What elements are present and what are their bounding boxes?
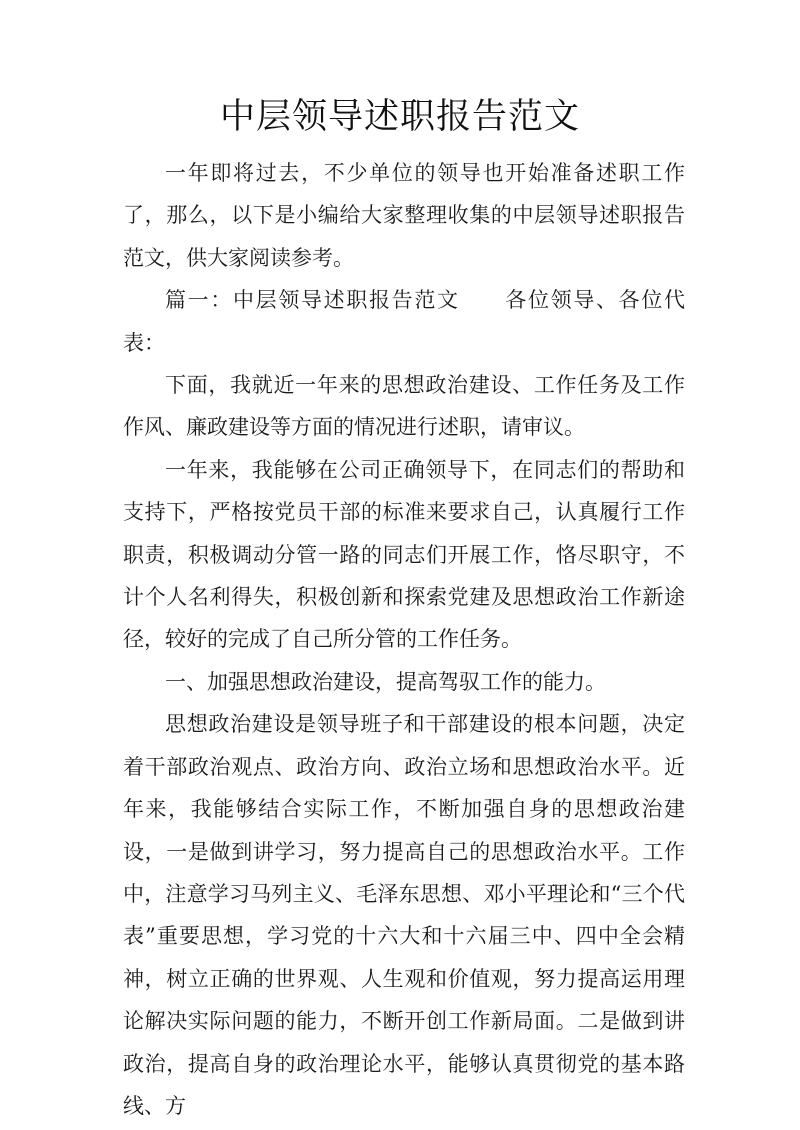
intro-paragraph: 一年即将过去，不少单位的领导也开始准备述职工作了，那么，以下是小编给大家整理收集的中层领导述职报告范文，供大家阅读参考。 [123, 161, 685, 270]
section-heading-title: 篇一：中层领导述职报告范文 [165, 288, 460, 313]
page-title: 中层领导述职报告范文 [219, 97, 580, 137]
paragraph-review-scope: 下面，我就近一年来的思想政治建设、工作任务及工作作风、廉政建设等方面的情况进行述职，请审议。 [123, 373, 685, 440]
subheading-political-building: 一、加强思想政治建设，提高驾驭工作的能力。 [165, 669, 606, 694]
salutation: 各位领导、各位代表： [123, 288, 686, 355]
section-heading [123, 279, 685, 364]
paragraph-political-building: 思想政治建设是领导班子和干部建设的根本问题，决定着干部政治观点、政治方向、政治立场和思想政治水平。近年来，我能够结合实际工作，不断加强自身的思想政治建设，一是做到讲学习，努力提高自己的思想政治水平。工作中，注意学习马列主义、毛泽东思想、邓小平理论和“三个代表”重要思想，学习党的十六大和十六届三中、四中全会精神，树立正确的世界观、人生观和价值观，努力提高运用理论解决实际问题的能力，不断开创工作新局面。二是做到讲政治，提高自身的政治理论水平，能够认真贯彻党的基本路线、方 [123, 712, 685, 1118]
document-body [123, 152, 685, 1127]
paragraph-year-summary: 一年来，我能够在公司正确领导下，在同志们的帮助和支持下，严格按党员干部的标准来要求自己，认真履行工作职责，积极调动分管一路的同志们开展工作，恪尽职守，不计个人名利得失，积极创新和探索党建及思想政治工作新途径，较好的完成了自己所分管的工作任务。 [123, 457, 685, 652]
